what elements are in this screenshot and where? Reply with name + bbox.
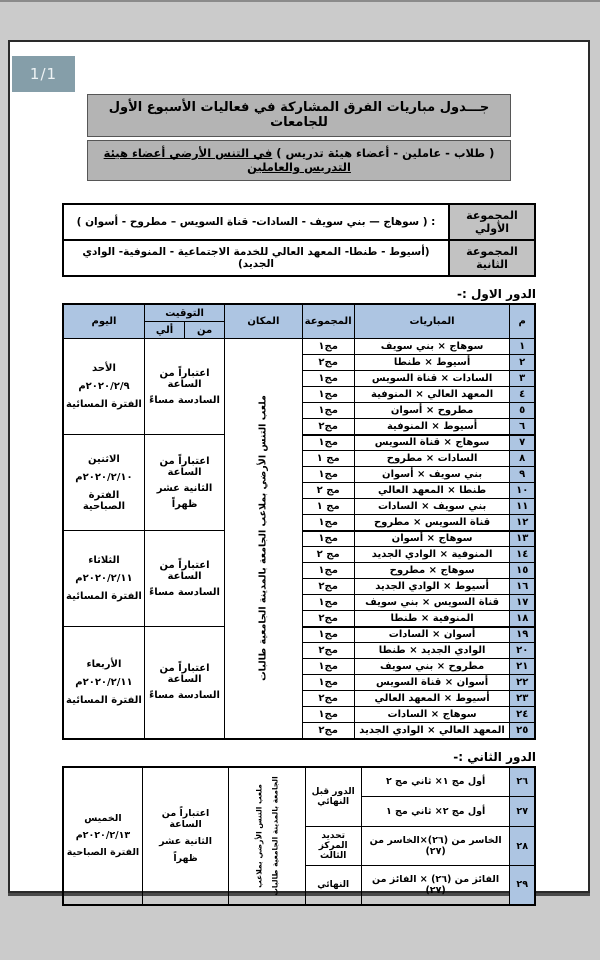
- match-teams: قناة السويس × بني سويف: [354, 595, 510, 611]
- match-teams: سوهاج × قناة السويس: [354, 435, 510, 451]
- day-cell: [63, 435, 144, 531]
- round-1-table-body: [63, 339, 535, 739]
- match-teams: المنوفية × الوادي الجديد: [354, 547, 510, 563]
- match-number: ٢٧: [510, 797, 535, 827]
- col-header-day: اليوم: [63, 304, 144, 339]
- text-line: الخميس: [84, 813, 122, 824]
- col-header-timing-from: من: [185, 322, 225, 339]
- match-group: مج١: [302, 659, 354, 675]
- text-line: الفترة الصباحية: [82, 489, 126, 512]
- match-teams: الخاسر من (٢٦)×الخاسر من (٢٧): [361, 827, 510, 866]
- match-number: ١٩: [510, 627, 535, 643]
- round-2-table-body: [63, 767, 535, 905]
- match-number: ١٥: [510, 563, 535, 579]
- text-line: الثانية عشر: [159, 835, 212, 847]
- venue-vertical-text: ملعب التنس الأرضي بملاعب الجامعة بالمدينة الجامعية طالبات: [257, 395, 269, 682]
- match-teams: سوهاج × السادات: [354, 707, 510, 723]
- document-subtitle: [87, 140, 511, 181]
- match-number: ٢: [510, 355, 535, 371]
- match-group: مج٢: [302, 643, 354, 659]
- text-line: ٢٠٢٠/٢/١٣م: [75, 830, 131, 841]
- venue-vertical-text: ملعب التنس الأرضي بملاعب الجامعة بالمدينة الجامعية طالبات: [254, 775, 279, 896]
- text-line: السادسة مساءً: [149, 394, 220, 406]
- group-2-label: المجموعة الثانية: [449, 240, 535, 276]
- group-2-teams: (أسيوط - طنطا- المعهد العالي للخدمة الاجتماعية - المنوفية- الوادي الجديد): [63, 240, 449, 276]
- match-group: مج١: [302, 387, 354, 403]
- match-number: ٢٢: [510, 675, 535, 691]
- match-group: مج١: [302, 595, 354, 611]
- match-teams: أسوان × السادات: [354, 627, 510, 643]
- day-cell: [63, 531, 144, 627]
- match-teams: أسيوط × المنوفية: [354, 419, 510, 435]
- text-line: ٢٠٢٠/٢/١٠م: [75, 471, 133, 483]
- stage-cell: النهائي: [305, 866, 361, 905]
- match-row: [63, 767, 535, 797]
- groups-table: [62, 203, 536, 277]
- match-number: ١٢: [510, 515, 535, 531]
- match-group: مج١: [302, 531, 354, 547]
- text-line: ٢٠٢٠/٢/١١م: [75, 573, 133, 584]
- venue-cell: [225, 339, 302, 739]
- document-title: جـــدول مباريات الفرق المشاركة في فعاليات الأسبوع الأول للجامعات: [87, 94, 511, 137]
- match-number: ٢٦: [510, 767, 535, 797]
- text-line: اعتباراً من الساعة: [159, 559, 210, 582]
- text-line: السادسة مساءً: [149, 586, 220, 598]
- round-1-title: الدور الاول :-: [457, 287, 536, 301]
- text-line: اعتباراً من الساعة: [159, 455, 210, 478]
- match-number: ٨: [510, 451, 535, 467]
- match-teams: بني سويف × أسوان: [354, 467, 510, 483]
- match-teams: أسوان × قناة السويس: [354, 675, 510, 691]
- match-number: ٩: [510, 467, 535, 483]
- page-number-text: 1/1: [29, 65, 58, 83]
- group-1-teams: : ( سوهاج — بني سويف - السادات- قناة السويس – مطروح - أسوان ): [63, 204, 449, 240]
- group-1-label: المجموعة الأولي: [449, 204, 535, 240]
- match-number: ٢٨: [510, 827, 535, 866]
- text-line: اعتباراً من الساعة: [159, 367, 210, 390]
- match-number: ٢٥: [510, 723, 535, 739]
- col-header-timing-to: ألي: [144, 322, 184, 339]
- match-number: ٤: [510, 387, 535, 403]
- match-number: ٢٣: [510, 691, 535, 707]
- match-group: مج١: [302, 403, 354, 419]
- col-header-matches: المباريات: [354, 304, 510, 339]
- match-group: مج ٢: [302, 483, 354, 499]
- match-group: مج٢: [302, 579, 354, 595]
- match-number: ٣: [510, 371, 535, 387]
- match-number: ١٠: [510, 483, 535, 499]
- match-group: مج٢: [302, 691, 354, 707]
- match-group: مج١: [302, 563, 354, 579]
- day-cell: [63, 627, 144, 739]
- match-group: مج٢: [302, 355, 354, 371]
- match-teams: أسيوط × المعهد العالي: [354, 691, 510, 707]
- match-teams: أول مج ١× ثاني مج ٢: [361, 767, 510, 797]
- document-content: [10, 42, 588, 896]
- timing-cell: [144, 435, 224, 531]
- match-number: ٦: [510, 419, 535, 435]
- day-cell: [63, 767, 142, 905]
- match-group: مج١: [302, 515, 354, 531]
- match-group: مج ١: [302, 451, 354, 467]
- match-teams: الفائز من (٢٦) × الفائز من (٢٧): [361, 866, 510, 905]
- text-line: الفترة المسائية: [66, 694, 142, 706]
- text-line: ظهراً: [171, 498, 198, 510]
- match-group: مج١: [302, 467, 354, 483]
- match-number: ٢٤: [510, 707, 535, 723]
- round-2-table: [62, 766, 536, 906]
- match-number: ٥: [510, 403, 535, 419]
- timing-cell: [144, 531, 224, 627]
- match-group: مج١: [302, 627, 354, 643]
- match-row: [63, 339, 535, 355]
- timing-cell: [142, 767, 228, 905]
- text-line: السادسة مساءً: [149, 690, 220, 702]
- match-group: مج١: [302, 371, 354, 387]
- match-number: ٢٠: [510, 643, 535, 659]
- match-number: ٢٩: [510, 866, 535, 905]
- match-number: ١١: [510, 499, 535, 515]
- group-row-1: [63, 204, 535, 240]
- document-title-block: [87, 94, 511, 181]
- match-group: مج١: [302, 339, 354, 355]
- match-group: مج٢: [302, 419, 354, 435]
- match-number: ١: [510, 339, 535, 355]
- text-line: ٢٠٢٠/٢/١١م: [75, 676, 133, 688]
- round-2-title: الدور الثاني :-: [453, 749, 536, 764]
- match-teams: بني سويف × السادات: [354, 499, 510, 515]
- match-group: مج ٢: [302, 547, 354, 563]
- text-line: الاثنين: [88, 453, 120, 465]
- text-line: الفترة المسائية: [66, 399, 142, 410]
- match-number: ١٨: [510, 611, 535, 627]
- text-line: الثانية عشر: [156, 482, 213, 494]
- match-group: مج١: [302, 707, 354, 723]
- match-teams: أسيوط × الوادي الجديد: [354, 579, 510, 595]
- stage-cell: الدور قبل النهائي: [305, 767, 361, 827]
- text-line: اعتباراً من الساعة: [159, 663, 210, 686]
- day-cell: [63, 339, 144, 435]
- round-1-table-header: [63, 304, 535, 339]
- text-line: الفترة المسائية: [66, 591, 142, 602]
- match-number: ٧: [510, 435, 535, 451]
- match-teams: السادات × قناة السويس: [354, 371, 510, 387]
- text-line: الثلاثاء: [88, 555, 120, 566]
- col-header-timing: التوقيت: [144, 304, 224, 322]
- match-group: مج١: [302, 675, 354, 691]
- group-row-2: [63, 240, 535, 276]
- text-line: الأحد: [92, 363, 116, 374]
- match-teams: طنطا × المعهد العالي: [354, 483, 510, 499]
- match-number: ١٦: [510, 579, 535, 595]
- page-number-badge: [12, 56, 75, 92]
- match-teams: السادات × مطروح: [354, 451, 510, 467]
- text-line: ظهراً: [173, 852, 198, 864]
- match-teams: مطروح × أسوان: [354, 403, 510, 419]
- text-line: اعتباراً من الساعة: [161, 807, 210, 830]
- match-teams: المعهد العالي × المنوفية: [354, 387, 510, 403]
- subtitle-categories: ( طلاب - عاملين - أعضاء هيئة تدريس ): [276, 146, 495, 160]
- match-teams: الوادي الجديد × طنطا: [354, 643, 510, 659]
- timing-cell: [144, 339, 224, 435]
- match-teams: سوهاج × مطروح: [354, 563, 510, 579]
- match-group: مج ١: [302, 499, 354, 515]
- text-line: ٢٠٢٠/٢/٩م: [78, 381, 130, 392]
- match-teams: مطروح × بني سويف: [354, 659, 510, 675]
- match-group: مج١: [302, 435, 354, 451]
- window-top-divider: [0, 0, 600, 2]
- col-header-group: المجموعة: [302, 304, 354, 339]
- timing-cell: [144, 627, 224, 739]
- match-number: ٢١: [510, 659, 535, 675]
- col-header-num: م: [510, 304, 535, 339]
- match-teams: سوهاج × أسوان: [354, 531, 510, 547]
- match-number: ١٣: [510, 531, 535, 547]
- match-teams: المنوفية × طنطا: [354, 611, 510, 627]
- stage-cell: تحديد المركز الثالث: [305, 827, 361, 866]
- text-line: الفترة الصباحية: [66, 847, 140, 858]
- match-teams: سوهاج × بني سويف: [354, 339, 510, 355]
- match-teams: قناة السويس × مطروح: [354, 515, 510, 531]
- document-page: [8, 40, 590, 896]
- round-1-table: [62, 303, 536, 740]
- match-teams: أول مج ٢× ثاني مج ١: [361, 797, 510, 827]
- subtitle-event: في التنس الأرضي أعضاء هيئة التدريس والعاملين: [103, 146, 351, 174]
- match-group: مج٢: [302, 723, 354, 739]
- match-group: مج٢: [302, 611, 354, 627]
- venue-cell: [229, 767, 305, 905]
- match-number: ١٧: [510, 595, 535, 611]
- match-number: ١٤: [510, 547, 535, 563]
- text-line: الأربعاء: [86, 658, 122, 670]
- match-teams: المعهد العالي × الوادي الجديد: [354, 723, 510, 739]
- col-header-place: المكان: [225, 304, 302, 339]
- match-teams: أسيوط × طنطا: [354, 355, 510, 371]
